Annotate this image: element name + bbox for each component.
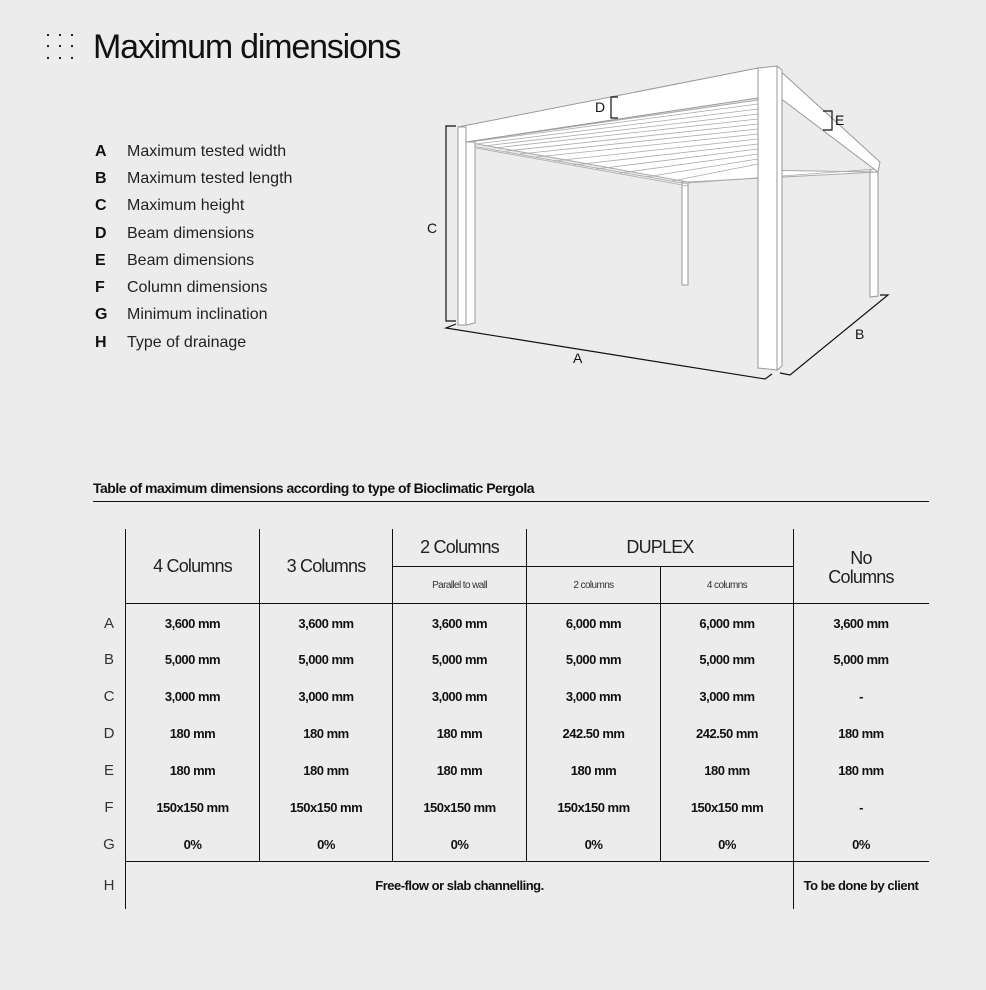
header-3-columns: 3 Columns	[286, 555, 366, 576]
row-label-g: G	[103, 835, 115, 853]
page-title: Maximum dimensions	[93, 28, 401, 66]
table-cell: 5,000 mm	[833, 652, 889, 668]
table-title-rule	[93, 501, 929, 502]
legend-key: F	[95, 279, 105, 297]
legend-item	[95, 274, 292, 301]
table-cell: 150x150 mm	[156, 800, 229, 815]
drainage-no-columns-value: To be done by client	[803, 877, 919, 893]
row-label-a: A	[103, 614, 114, 632]
row-label-h: H	[103, 876, 115, 894]
table-cell: 0%	[317, 836, 335, 852]
legend-key: G	[95, 306, 108, 324]
back-right-column	[870, 168, 878, 297]
legend-label: Maximum height	[127, 197, 245, 215]
dot-grid-icon	[44, 31, 78, 61]
table-cell: 6,000 mm	[699, 615, 755, 631]
back-middle-column	[682, 182, 688, 285]
dimension-line-a	[446, 324, 772, 379]
table-cell: 0%	[718, 836, 736, 852]
header-parallel-to-wall: Parallel to wall	[432, 579, 487, 591]
row-label-b: B	[103, 651, 114, 669]
table-cell: 6,000 mm	[565, 615, 622, 631]
table-cell: 150x150 mm	[289, 800, 363, 815]
table-cell: 242.50 mm	[696, 726, 758, 742]
dimension-line-c	[446, 126, 456, 321]
legend-label: Column dimensions	[127, 279, 268, 297]
table-cell: 0%	[584, 836, 603, 852]
header-no-columns-line2: Columns	[828, 567, 894, 587]
table-cell: 180 mm	[303, 763, 349, 779]
table-cell: 5,000 mm	[431, 652, 488, 668]
table-cell: 180 mm	[436, 763, 483, 779]
diagram-label-a: A	[573, 350, 583, 366]
table-cell: 5,000 mm	[298, 652, 354, 668]
table-cell: -	[859, 800, 863, 815]
table-cell: 3,600 mm	[298, 615, 354, 631]
row-label-d: D	[103, 725, 115, 743]
table-cell: 3,000 mm	[298, 689, 354, 705]
table-cell: 0%	[183, 836, 202, 852]
legend-key: H	[95, 333, 107, 351]
legend-item	[95, 302, 292, 329]
table-cell: 150x150 mm	[690, 800, 764, 815]
drainage-columns-value: Free-flow or slab channelling.	[375, 877, 544, 893]
table-cell: 150x150 mm	[557, 800, 630, 815]
legend-item	[95, 193, 292, 220]
row-label-c: C	[103, 688, 115, 706]
row-label-f: F	[104, 799, 114, 816]
table-cell: 3,000 mm	[699, 689, 755, 705]
header-no-columns	[794, 529, 928, 603]
legend-item	[95, 329, 292, 356]
side-beam	[777, 68, 880, 172]
table-cell: 150x150 mm	[423, 800, 496, 815]
legend-label: Maximum tested length	[127, 169, 293, 187]
header-duplex-4-columns: 4 columns	[706, 579, 748, 591]
row-label-e: E	[103, 762, 114, 780]
table-cell: 180 mm	[169, 726, 216, 742]
table-cell: 3,600 mm	[164, 615, 221, 631]
table-title: Table of maximum dimensions according to type of Bioclimatic Pergola	[93, 480, 535, 496]
front-left-column	[458, 127, 466, 325]
front-corner-column-side	[777, 66, 782, 370]
front-left-column-face	[466, 142, 475, 325]
table-cell: 180 mm	[570, 763, 617, 779]
dimension-line-b	[780, 295, 888, 375]
table-cell: 3,000 mm	[431, 689, 488, 705]
legend-key: D	[95, 224, 107, 242]
diagram-label-d: D	[595, 99, 606, 115]
table-cell: 3,000 mm	[565, 689, 622, 705]
diagram-label-c: C	[427, 220, 438, 236]
front-corner-column	[758, 66, 777, 370]
legend-label: Beam dimensions	[127, 251, 255, 269]
table-cell: 3,600 mm	[431, 615, 488, 631]
legend-label: Beam dimensions	[127, 224, 255, 242]
legend-label: Maximum tested width	[127, 142, 287, 160]
table-cell: 180 mm	[303, 726, 349, 742]
legend-key: C	[95, 197, 107, 215]
legend-item	[95, 247, 292, 274]
legend-item	[95, 165, 292, 192]
table-divider	[125, 861, 929, 862]
diagram-label-e: E	[835, 112, 845, 128]
table-cell: 180 mm	[838, 726, 884, 742]
table-cell: 3,600 mm	[833, 615, 889, 631]
legend-key: E	[95, 251, 106, 269]
table-cell: 180 mm	[169, 763, 216, 779]
dimension-legend	[95, 138, 292, 356]
table-cell: 3,000 mm	[164, 689, 221, 705]
table-cell: 0%	[852, 836, 870, 852]
table-cell: 180 mm	[704, 763, 750, 779]
header-2-columns: 2 Columns	[420, 537, 499, 557]
table-cell: 0%	[450, 836, 469, 852]
header-duplex: DUPLEX	[626, 537, 694, 557]
legend-key: A	[95, 142, 107, 160]
pergola-diagram	[420, 60, 900, 390]
header-4-columns: 4 Columns	[153, 555, 232, 576]
table-cell: 242.50 mm	[562, 726, 625, 742]
table-cell: 5,000 mm	[164, 652, 221, 668]
table-divider	[125, 603, 929, 604]
legend-item	[95, 220, 292, 247]
diagram-label-b: B	[855, 326, 865, 342]
legend-label: Type of drainage	[127, 333, 247, 351]
table-cell: 5,000 mm	[699, 652, 755, 668]
legend-key: B	[95, 169, 107, 187]
header-no-columns-line1: No	[850, 548, 872, 568]
table-cell: 180 mm	[838, 763, 884, 779]
legend-item	[95, 138, 292, 165]
legend-label: Minimum inclination	[127, 306, 268, 324]
table-cell: -	[859, 689, 863, 705]
table-cell: 180 mm	[436, 726, 483, 742]
table-cell: 5,000 mm	[565, 652, 622, 668]
header-duplex-2-columns: 2 columns	[573, 579, 614, 591]
